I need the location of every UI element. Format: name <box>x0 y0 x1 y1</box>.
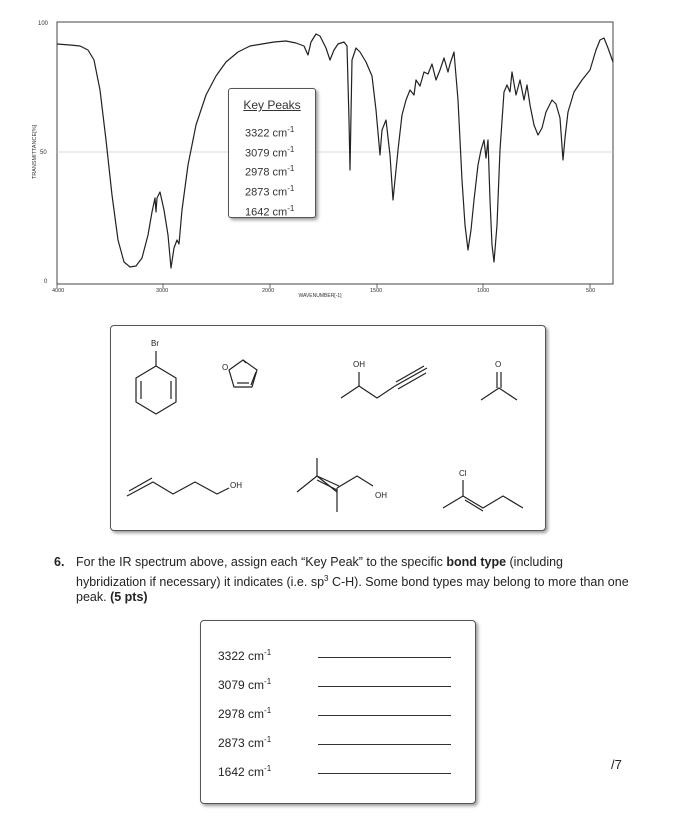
x-axis-ticks <box>57 284 590 288</box>
answer-blank[interactable] <box>318 657 451 658</box>
spectrum-trace <box>57 34 613 268</box>
key-peaks-title: Key Peaks <box>243 98 301 112</box>
key-peaks-box <box>228 88 316 218</box>
x-axis-label: WAVENUMBER[-1] <box>298 293 342 299</box>
key-peaks-list <box>245 122 315 220</box>
answer-blank[interactable] <box>318 773 451 774</box>
answer-peak-label: 2978 $cm^{-1}$ <box>218 706 272 721</box>
molecule-furan <box>229 360 257 387</box>
answer-peak-label: 2873 $cm^{-1}$ <box>218 735 272 750</box>
answer-blank[interactable] <box>318 715 451 716</box>
key-peak-item: 2873 $cm^{-1}$ <box>245 183 295 199</box>
answer-blank[interactable] <box>318 744 451 745</box>
y-tick-0: 0 <box>44 279 48 285</box>
answer-row <box>218 677 468 697</box>
molecule-pentenol <box>127 478 229 496</box>
ir-spectrum-chart <box>0 0 689 300</box>
answer-peak-label: 3322 $cm^{-1}$ <box>218 648 272 663</box>
answer-row <box>218 735 468 755</box>
answer-blank[interactable] <box>318 686 451 687</box>
question-points: (5 pts) <box>110 590 148 605</box>
answer-peak-label: 1642 $cm^{-1}$ <box>218 764 272 779</box>
question-text: For the IR spectrum above, assign each “Key Peak” to the specific bond type (including hybridization if necessary) it indicates (i.e. $sp^3$ C-H). Some bond types may belong to more than one peak. (5 pts) <box>76 555 629 605</box>
question-number: 6. <box>54 555 65 569</box>
answer-row <box>218 764 468 784</box>
key-peak-item: 3322 $cm^{-1}$ <box>245 125 295 140</box>
answer-row <box>218 648 468 668</box>
oh-label: OH <box>375 491 387 500</box>
molecule-chloroalkene <box>443 480 523 511</box>
furan-o-label: O <box>222 363 229 372</box>
y-tick-50: 50 <box>40 150 47 156</box>
molecule-structures <box>111 326 545 530</box>
ketone-o-label: O <box>495 360 502 369</box>
x-tick-1000: 1000 <box>477 288 490 294</box>
oh-label: OH <box>353 360 365 369</box>
cl-label: Cl <box>459 469 467 478</box>
oh-label: OH <box>230 481 242 490</box>
x-tick-1500: 1500 <box>370 288 383 294</box>
y-axis-label: TRANSMITTANCE[%] <box>32 124 38 180</box>
molecule-methylbutenol <box>297 458 373 512</box>
score-total: /7 <box>611 757 622 772</box>
molecule-candidates-box <box>110 325 546 531</box>
molecule-bromocyclohexadiene <box>136 351 176 414</box>
br-label: Br <box>151 339 159 348</box>
key-peak-item: 1642 $cm^{-1}$ <box>245 203 295 219</box>
answer-peak-label: 3079 $cm^{-1}$ <box>218 677 272 692</box>
x-tick-3000: 3000 <box>156 288 169 294</box>
plot-frame <box>57 22 613 284</box>
key-peak-item: 2978 $cm^{-1}$ <box>245 164 295 179</box>
x-tick-4000: 4000 <box>52 288 65 294</box>
x-tick-500: 500 <box>586 288 596 294</box>
molecule-acetone <box>481 372 517 400</box>
molecule-pentynol <box>341 366 427 398</box>
y-tick-100: 100 <box>38 21 49 27</box>
answer-box <box>200 620 476 804</box>
answer-row <box>218 706 468 726</box>
question-6 <box>54 555 634 606</box>
x-tick-2000: 2000 <box>262 288 275 294</box>
key-peak-item: 3079 $cm^{-1}$ <box>245 144 295 160</box>
